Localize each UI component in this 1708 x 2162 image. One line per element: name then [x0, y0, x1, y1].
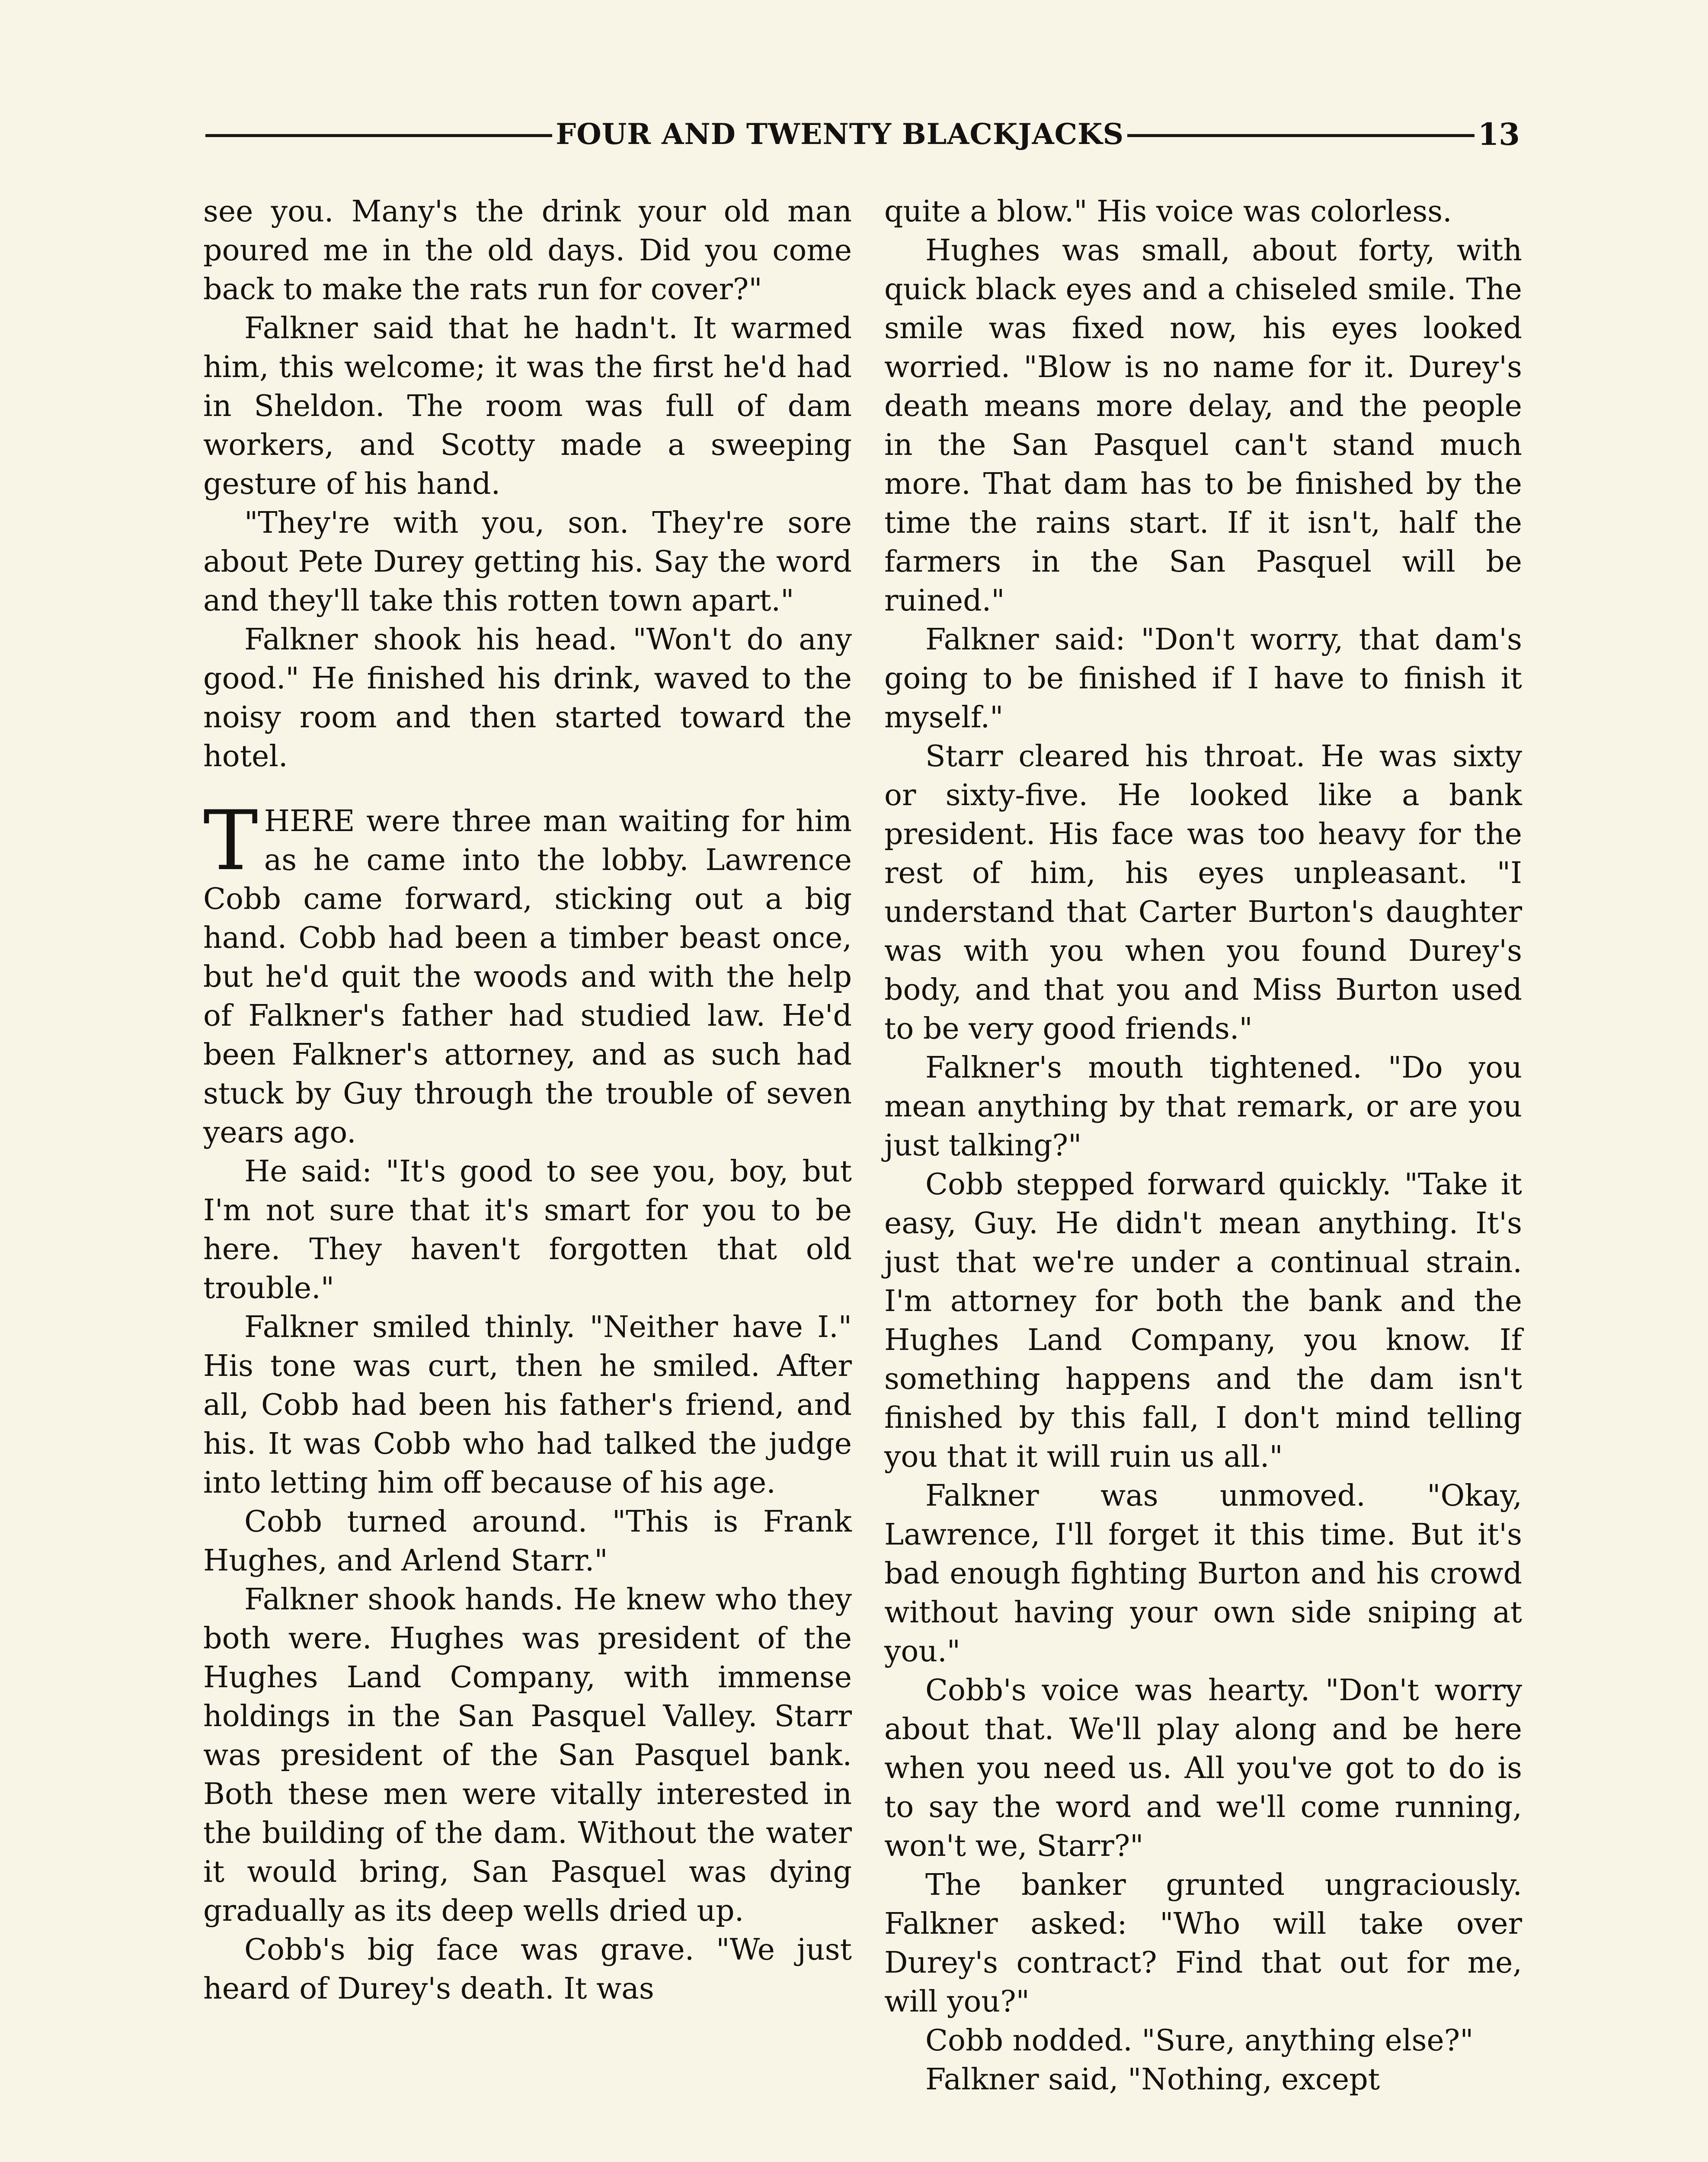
paragraph: Falkner's mouth tightened. "Do you mean anything by that remark, or are you just talking?" — [884, 1051, 1522, 1163]
page-number: 13 — [1478, 116, 1520, 152]
paragraph: Falkner said that he hadn't. It warmed him, this welcome; it was the first he'd had in Sheldon. The room was full of dam workers, and Scotty made a sweeping gesture of his hand. — [203, 311, 852, 501]
paragraph: Cobb's voice was hearty. "Don't worry about that. We'll play along and be here when you need us. All you've got to do is to say the word and we'll come running, won't we, Starr?" — [884, 1673, 1522, 1863]
header-rule-left — [205, 134, 552, 137]
paragraph: Falkner shook hands. He knew who they both were. Hughes was president of the Hughes Land Company, with immense holdings in the San Pasquel Valley. Starr was president of the San Pasquel bank. Both these men were vitally interested in the building of the dam. Without the water it would bring, San Pasquel was dying gradually as its deep wells dried up. — [203, 1583, 852, 1928]
paragraph: "They're with you, son. They're sore about Pete Durey getting his. Say the word and they'll take this rotten town apart." — [203, 506, 852, 618]
paragraph: Falkner smiled thinly. "Neither have I." His tone was curt, then he smiled. After all, Cobb had been his father's friend, and his. It was Cobb who had talked the judge into letting him off because of his age. — [203, 1310, 852, 1500]
paragraph: Cobb's big face was grave. "We just heard of Durey's death. It was — [203, 1933, 852, 2006]
drop-cap: T — [203, 793, 258, 889]
paragraph: Starr cleared his throat. He was sixty or sixty-five. He looked like a bank president. His face was too heavy for the rest of him, his eyes unpleasant. "I understand that Carter Burton's daughter was with you when you found Durey's body, and that you and Miss Burton used to be very good friends." — [884, 739, 1522, 1046]
paragraph: Falkner was unmoved. "Okay, Lawrence, I'll forget it this time. But it's bad enough fighting Burton and his crowd without having your own side sniping at you." — [884, 1479, 1522, 1669]
paragraph: He said: "It's good to see you, boy, but I'm not sure that it's smart for you to be here. They haven't forgotten that old trouble." — [203, 1155, 852, 1305]
paragraph: see you. Many's the drink your old man poured me in the old days. Did you come back to make the rats run for cover?" — [203, 195, 852, 307]
running-header — [205, 110, 1520, 158]
paragraph: quite a blow." His voice was colorless. — [884, 195, 1452, 229]
paragraph: Cobb stepped forward quickly. "Take it easy, Guy. He didn't mean anything. It's just that we're under a continual strain. I'm attorney for both the bank and the Hughes Land Company, you know. If something happens and the dam isn't finished by this fall, I don't mind telling you that it will ruin us all." — [884, 1167, 1522, 1474]
section-opening-text: HERE were three man waiting for him as he came into the lobby. Lawrence Cobb came forward, sticking out a big hand. Cobb had been a timber beast once, but he'd quit the woods and with the help of Falkner's father had studied law. He'd been Falkner's attorney, and as such had stuck by Guy through the trouble of seven years ago. — [203, 804, 852, 1150]
header-rule-right — [1127, 134, 1474, 137]
left-column — [203, 192, 852, 2008]
paragraph: Hughes was small, about forty, with quick black eyes and a chiseled smile. The smile was fixed now, his eyes looked worried. "Blow is no name for it. Durey's death means more delay, and the people in the San Pasquel can't stand much more. That dam has to be finished by the time the rains start. If it isn't, half the farmers in the San Pasquel will be ruined." — [884, 233, 1522, 618]
paragraph: The banker grunted ungraciously. Falkner asked: "Who will take over Durey's contract? Find that out for me, will you?" — [884, 1868, 1522, 2019]
paragraph: Falkner said: "Don't worry, that dam's going to be finished if I have to finish it myself." — [884, 623, 1522, 735]
running-title: FOUR AND TWENTY BLACKJACKS — [556, 117, 1124, 151]
section-opening-paragraph — [203, 793, 852, 1152]
paragraph: Cobb turned around. "This is Frank Hughes, and Arlend Starr." — [203, 1505, 852, 1578]
right-column — [884, 192, 1522, 2099]
paragraph: Falkner said, "Nothing, except — [925, 2063, 1380, 2097]
paragraph: Falkner shook his head. "Won't do any good." He finished his drink, waved to the noisy room and then started toward the hotel. — [203, 623, 852, 774]
paragraph: Cobb nodded. "Sure, anything else?" — [925, 2024, 1474, 2058]
